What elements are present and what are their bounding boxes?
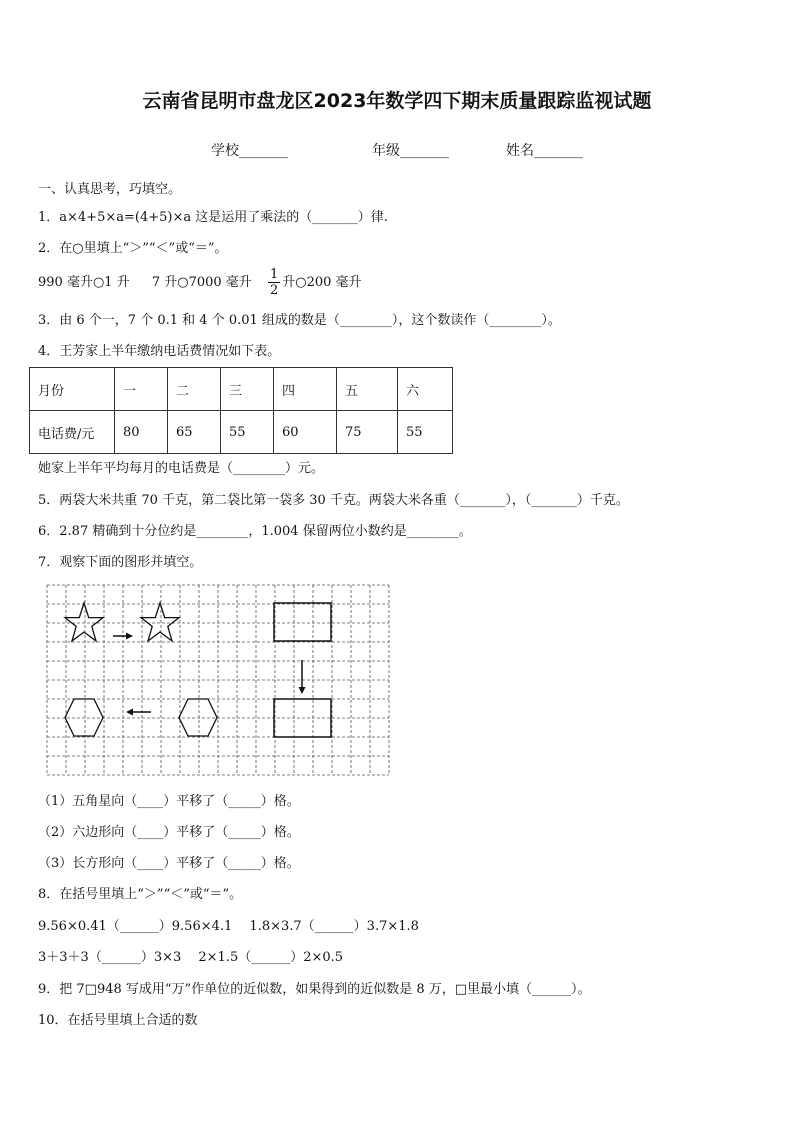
section-heading: 一、认真思考，巧填空。: [38, 182, 182, 197]
table-cell: 55: [398, 411, 453, 454]
table-cell: 四: [274, 368, 337, 411]
question-2-items: [38, 266, 362, 300]
arrow-down-icon: [299, 660, 306, 694]
fraction-denominator: 2: [269, 283, 279, 298]
q2-item-b: 7 升○7000 毫升: [151, 275, 252, 290]
arrow-right-icon: [113, 633, 133, 640]
question-7-sub-3: （3）长方形向（____）平移了（_____）格。: [38, 856, 300, 871]
question-5: 5．两袋大米共重 70 千克，第二袋比第一袋多 30 千克。两袋大米各重（_______），（_______）千克。: [38, 493, 629, 508]
question-8-line-1: 9.56×0.41（______）9.56×4.1 1.8×3.7（______）3.7×1.8: [38, 919, 419, 934]
star-shape-original: [65, 603, 103, 641]
page-title: 云南省昆明市盘龙区2023年数学四下期末质量跟踪监视试题: [142, 90, 652, 112]
table-cell: 二: [168, 368, 221, 411]
school-field[interactable]: 学校_______: [211, 143, 288, 159]
phone-fee-table: [29, 367, 453, 454]
table-cell: 五: [337, 368, 398, 411]
question-1: 1．a×4+5×a=(4+5)×a 这是运用了乘法的（_______）律.: [38, 210, 388, 225]
table-cell: 80: [115, 411, 168, 454]
table-cell: 一: [115, 368, 168, 411]
question-7-sub-2: （2）六边形向（____）平移了（_____）格。: [38, 825, 300, 840]
table-cell: 55: [221, 411, 274, 454]
dashed-grid: [47, 585, 389, 775]
name-field[interactable]: 姓名_______: [506, 143, 583, 159]
table-cell: 月份: [30, 368, 115, 411]
question-3: 3．由 6 个一，7 个 0.1 和 4 个 0.01 组成的数是（________），这个数读作（________）。: [38, 313, 561, 328]
question-8-line-2: 3＋3＋3（______）3×3 2×1.5（______）2×0.5: [38, 950, 344, 965]
arrow-left-icon: [126, 709, 151, 716]
table-cell: 六: [398, 368, 453, 411]
table-row: [30, 368, 453, 411]
table-cell: 电话费/元: [30, 411, 115, 454]
question-4-blank: 她家上半年平均每月的电话费是（________）元。: [38, 461, 325, 476]
table-cell: 75: [337, 411, 398, 454]
question-6: 6．2.87 精确到十分位约是________，1.004 保留两位小数约是________。: [38, 524, 472, 539]
question-8: 8．在括号里填上“＞”“＜”或“＝”。: [38, 887, 243, 902]
fraction-numerator: 1: [269, 267, 279, 282]
question-9: 9．把 7□948 写成用“万”作单位的近似数，如果得到的近似数是 8 万，□里最小填（______）。: [38, 982, 591, 997]
table-cell: 65: [168, 411, 221, 454]
star-shape-moved: [141, 603, 179, 641]
translation-grid-figure: [46, 584, 390, 778]
question-10: 10．在括号里填上合适的数: [38, 1013, 198, 1028]
fraction-one-half: [268, 267, 280, 298]
question-2: 2．在○里填上“＞”“＜”或“＝”。: [38, 241, 228, 256]
hexagon-shape-right: [179, 699, 217, 736]
hexagon-shape-left: [65, 699, 103, 736]
question-7: 7．观察下面的图形并填空。: [38, 555, 203, 570]
q2-item-a: 990 毫升○1 升: [38, 275, 130, 290]
table-cell: 三: [221, 368, 274, 411]
question-4: 4．王芳家上半年缴纳电话费情况如下表。: [38, 344, 281, 359]
question-7-sub-1: （1）五角星向（____）平移了（_____）格。: [38, 794, 300, 809]
table-cell: 60: [274, 411, 337, 454]
table-row: [30, 411, 453, 454]
rectangle-shape-top: [274, 603, 331, 641]
grade-field[interactable]: 年级_______: [372, 143, 449, 159]
q2-item-c: 升○200 毫升: [282, 275, 362, 290]
